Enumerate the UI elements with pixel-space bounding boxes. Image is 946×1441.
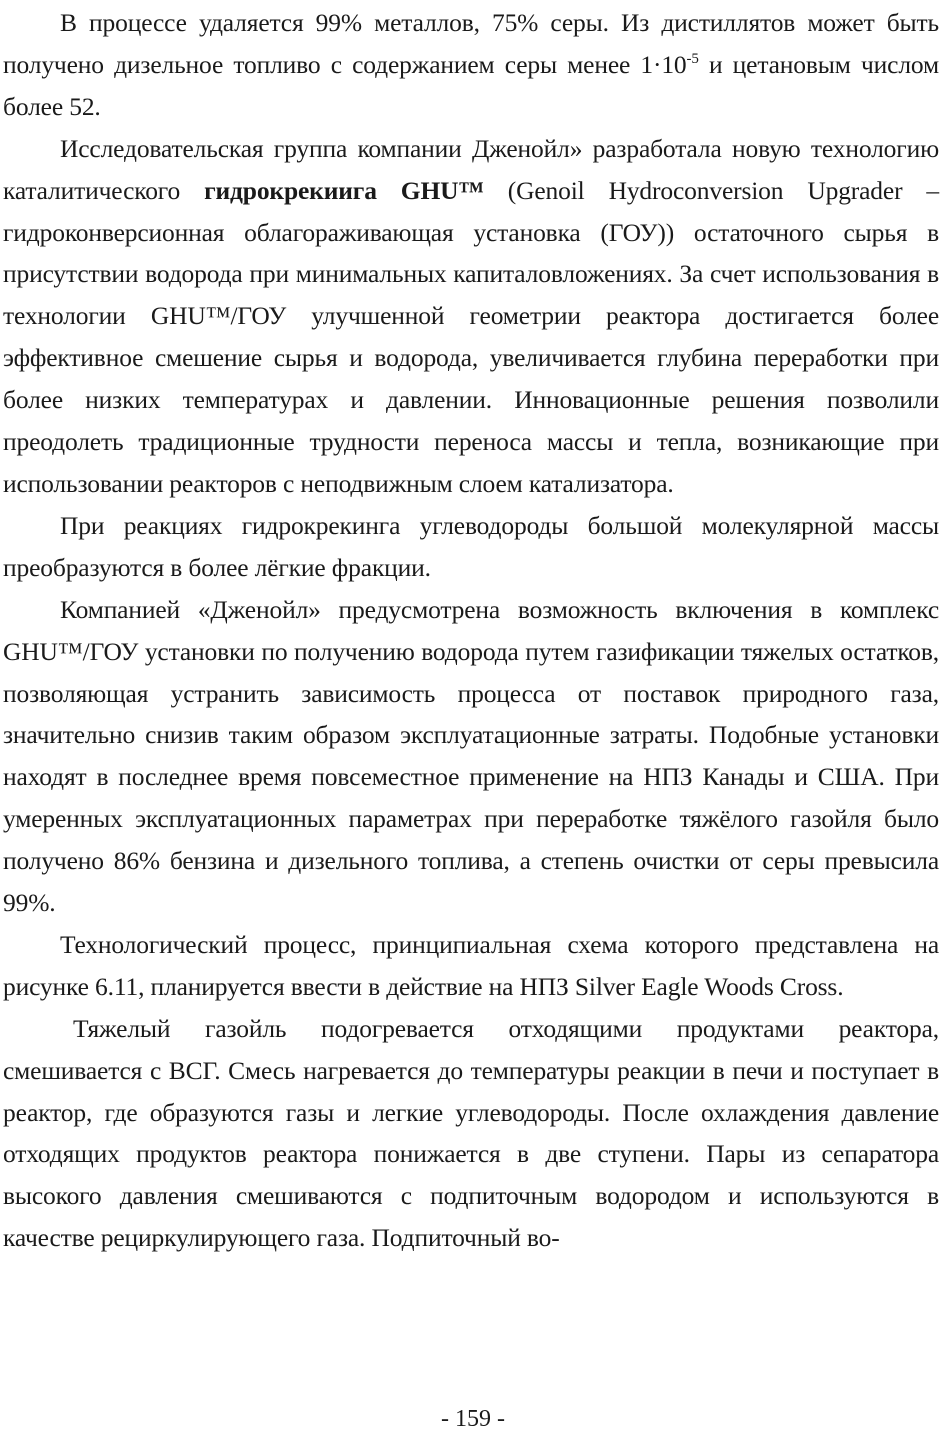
page-number: - 159 -	[441, 1406, 505, 1432]
paragraph-2-text-end: (Genoil Hydroconversion Upgrader – гидроконверсионная облагораживающая установка (ГОУ)) остаточного сырья в присутствии водорода при минимальных капиталовложениях. За счет использования в технологии GHU™/ГОУ улучшенной геометрии реактора достигается более эффективное смешение сырья и водорода, увеличивается глубина переработки при более низких температурах и давлении. Инновационные решения позволили преодолеть традиционные трудности переноса массы и тепла, возникающие при использовании реакторов с неподвижным слоем катализатора.	[3, 175, 939, 498]
paragraph-5-text: Технологический процесс, принципиальная схема которого представлена на рисунке 6.11, планируется ввести в действие на НПЗ Silver Eagle Woods Cross.	[3, 929, 939, 1001]
paragraph-1-text: В процессе удаляется 99% металлов, 75% серы. Из дистиллятов может быть получено дизельное топливо с содержанием серы менее 1·10	[3, 8, 939, 79]
paragraph-1-text-end: и цетановым числом более 52.	[3, 49, 939, 121]
paragraph-3-text: При реакциях гидрокрекинга углеводороды большой молекулярной массы преобразуются в более лёгкие фракции.	[3, 510, 939, 582]
exponent-superscript: -5	[686, 50, 699, 67]
page-body	[3, 2, 939, 1259]
paragraph-2-text-start: Исследовательская группа компании Дженойл» разработала новую технологию каталитического	[3, 133, 939, 205]
ghu-term-bold: гидрокрекиига GHU™	[204, 175, 484, 205]
paragraph-hydrocracking-reactions	[3, 505, 939, 589]
paragraph-heavy-gasoil	[3, 1008, 939, 1259]
paragraph-6-text: Тяжелый газойль подогревается отходящими продуктами реактора, смешивается с ВСГ. Смесь нагревается до температуры реакции в печи и поступает в реактор, где образуются газы и легкие углеводороды. После охлаждения давление отходящих продуктов реактора понижается в две ступени. Пары из сепаратора высокого давления смешиваются с подпиточным водородом и используются в качестве рециркулирующего газа. Подпиточный во-	[3, 1013, 939, 1253]
paragraph-hydrogen-production	[3, 589, 939, 924]
paragraph-process-scheme	[3, 924, 939, 1008]
paragraph-metals-removal	[3, 2, 939, 128]
paragraph-genoil-technology	[3, 128, 939, 505]
paragraph-4-text: Компанией «Дженойл» предусмотрена возможность включения в комплекс GHU™/ГОУ установки по получению водорода путем газификации тяжелых остатков, позволяющая устранить зависимость процесса от поставок природного газа, значительно снизив таким образом эксплуатационные затраты. Подобные установки находят в последнее время повсеместное применение на НПЗ Канады и США. При умеренных эксплуатационных параметрах при переработке тяжёлого газойля было получено 86% бензина и дизельного топлива, а степень очистки от серы превысила 99%.	[3, 594, 939, 918]
